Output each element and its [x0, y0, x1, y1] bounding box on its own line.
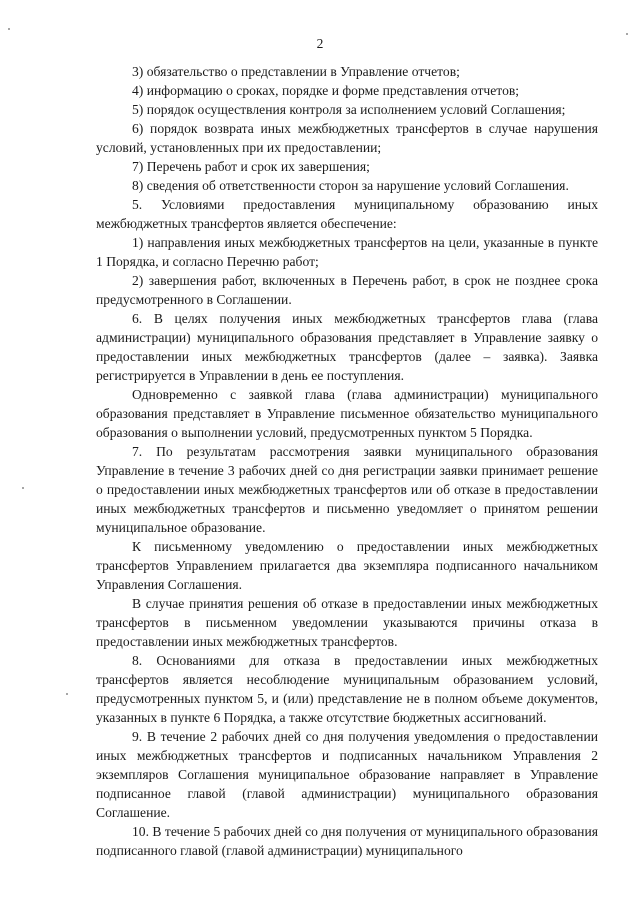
- paragraph: 6) порядок возврата иных межбюджетных трансфертов в случае нарушения условий, установленных при их предоставлении;: [96, 121, 598, 155]
- scan-speck: [66, 693, 68, 695]
- paragraph: 9. В течение 2 рабочих дней со дня получения уведомления о предоставлении иных межбюджетных трансфертов и подписанных начальником Управления 2 экземпляров Соглашения муниципальное образование направляет в Управление подписанное главой (главой администрации) муниципального образования Соглашение.: [96, 729, 598, 820]
- paragraph: 8. Основаниями для отказа в предоставлении иных межбюджетных трансфертов является несоблюдение муниципальным образованием условий, предусмотренных пунктом 5, и (или) представление не в полном объеме документов, указанных в пункте 6 Порядка, а также отсутствие бюджетных ассигнований.: [96, 653, 598, 725]
- paragraph: 2) завершения работ, включенных в Перечень работ, в срок не позднее срока предусмотренного в Соглашении.: [96, 273, 598, 307]
- document-body: [96, 62, 598, 860]
- page-number: 2: [316, 36, 324, 51]
- paragraph: 1) направления иных межбюджетных трансфертов на цели, указанные в пункте 1 Порядка, и согласно Перечню работ;: [96, 235, 598, 269]
- paragraph: 4) информацию о сроках, порядке и форме представления отчетов;: [132, 83, 520, 98]
- scan-speck: [8, 28, 10, 30]
- paragraph: В случае принятия решения об отказе в предоставлении иных межбюджетных трансфертов в письменном уведомлении указываются причины отказа в предоставлении иных межбюджетных трансфертов.: [96, 596, 598, 649]
- paragraph: Одновременно с заявкой глава (глава администрации) муниципального образования представляет в Управление письменное обязательство муниципального образования о выполнении условий, предусмотренных пунктом 5 Порядка.: [96, 387, 598, 440]
- scan-speck: [626, 33, 628, 35]
- paragraph: 5. Условиями предоставления муниципальному образованию иных межбюджетных трансфертов является обеспечение:: [96, 197, 598, 231]
- scan-speck: [22, 487, 24, 489]
- paragraph: 7. По результатам рассмотрения заявки муниципального образования Управление в течение 3 рабочих дней со дня регистрации заявки принимает решение о предоставлении иных межбюджетных трансфертов или об отказе в предоставлении иных межбюджетных трансфертов и письменно уведомляет о принятом решении муниципальное образование.: [96, 444, 598, 535]
- paragraph: 6. В целях получения иных межбюджетных трансфертов глава (глава администрации) муниципального образования представляет в Управление заявку о предоставлении иных межбюджетных трансфертов (далее – заявка). Заявка регистрируется в Управлении в день ее поступления.: [96, 311, 598, 383]
- paragraph: К письменному уведомлению о предоставлении иных межбюджетных трансфертов Управлением прилагается два экземпляра подписанного начальником Управления Соглашения.: [96, 539, 598, 592]
- paragraph: 3) обязательство о представлении в Управление отчетов;: [132, 64, 460, 79]
- paragraph: 5) порядок осуществления контроля за исполнением условий Соглашения;: [132, 102, 566, 117]
- paragraph: 8) сведения об ответственности сторон за нарушение условий Соглашения.: [132, 178, 569, 193]
- paragraph: 7) Перечень работ и срок их завершения;: [132, 159, 370, 174]
- paragraph: 10. В течение 5 рабочих дней со дня получения от муниципального образования подписанного главой (главой администрации) муниципального: [96, 824, 598, 858]
